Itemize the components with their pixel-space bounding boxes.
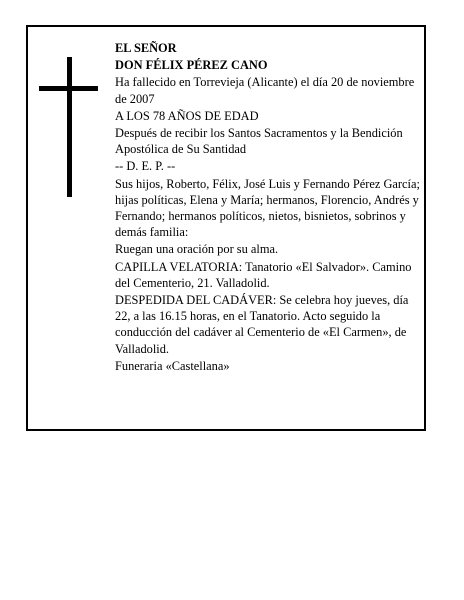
- funeral-home-line: Funeraria «Castellana»: [115, 358, 230, 373]
- family-line: Sus hijos, Roberto, Félix, José Luis y Fernando Pérez García; hijas políticas, Elena y María; hermanos, Florencio, Andrés y Fernando; hermanos políticos, nietos, bisnietos, sobrinos y demás familia:: [115, 176, 420, 240]
- age-line: A LOS 78 AÑOS DE EDAD: [115, 108, 259, 123]
- prayer-request-line: Ruegan una oración por su alma.: [115, 242, 279, 257]
- death-announcement: Ha fallecido en Torrevieja (Alicante) el día 20 de noviembre de 2007: [115, 75, 415, 106]
- sacraments-line: Después de recibir los Santos Sacramentos y la Bendición Apostólica de Su Santidad: [115, 126, 403, 157]
- deceased-name: DON FÉLIX PÉREZ CANO: [115, 58, 268, 73]
- cross-horizontal-bar: [39, 86, 98, 91]
- obituary-text: [115, 40, 420, 375]
- cross-vertical-bar: [67, 57, 72, 197]
- chapel-line: CAPILLA VELATORIA: Tanatorio «El Salvador». Camino del Cementerio, 21. Valladolid.: [115, 259, 412, 290]
- farewell-line: DESPEDIDA DEL CADÁVER: Se celebra hoy jueves, día 22, a las 16.15 horas, en el Tanatorio. Acto seguido la conducción del cadáver al Cementerio de «El Carmen», de Valladolid.: [115, 293, 409, 356]
- obituary-notice: [26, 25, 426, 431]
- rest-in-peace-line: -- D. E. P. --: [115, 159, 176, 174]
- notice-title: EL SEÑOR: [115, 41, 177, 55]
